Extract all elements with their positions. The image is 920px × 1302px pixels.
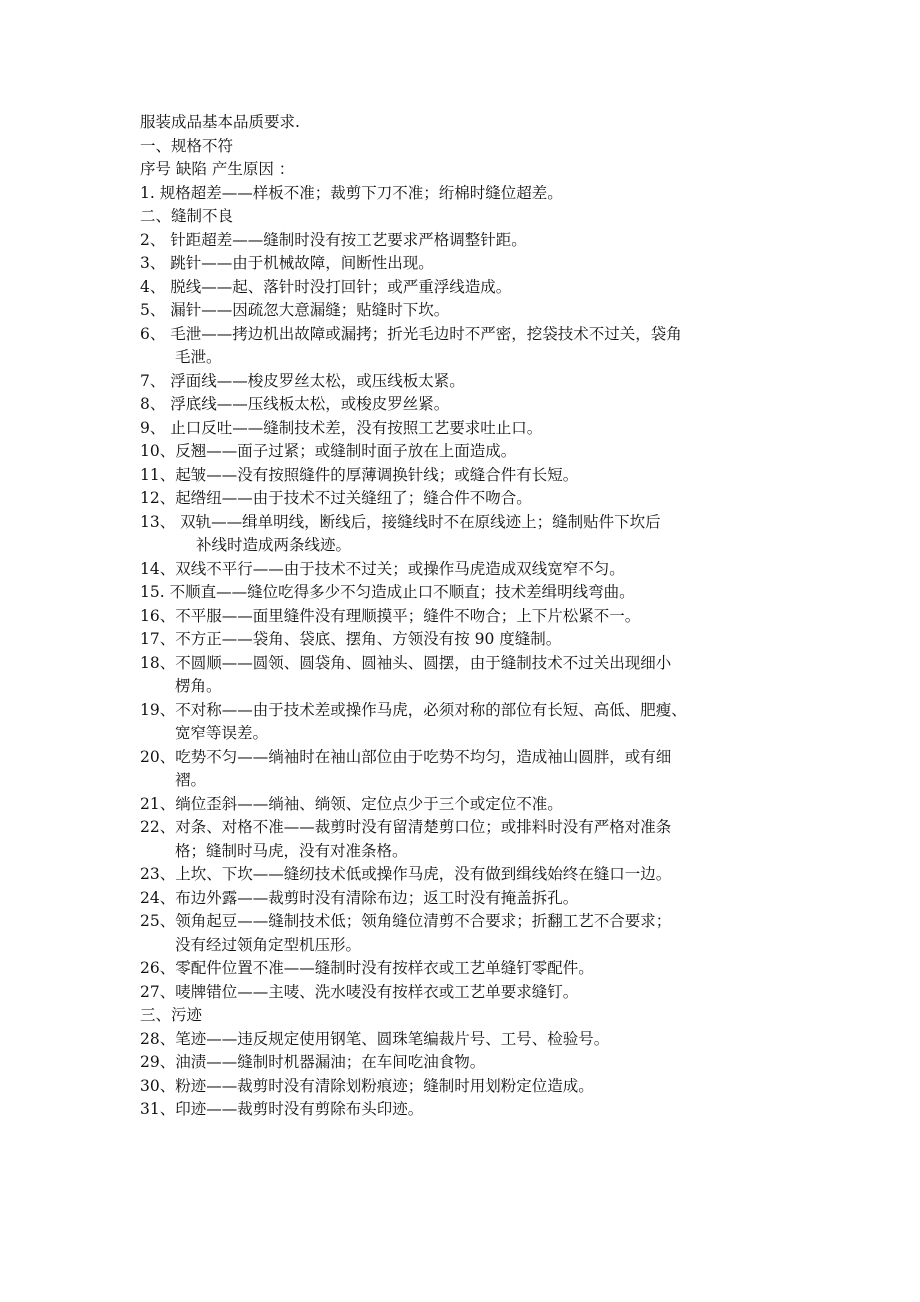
list-item: 16、不平服——面里缝件没有理顺摸平；缝件不吻合；上下片松紧不一。: [140, 606, 641, 625]
list-item: 15. 不顺直——缝位吃得多少不匀造成止口不顺直；技术差缉明线弯曲。: [140, 583, 635, 601]
list-item-continuation: 宽窄等误差。: [175, 724, 269, 742]
list-item: 18、不圆顺——圆领、圆袋角、圆袖头、圆摆，由于缝制技术不过关出现细小: [140, 653, 672, 672]
list-item: 2、 针距超差——缝制时没有按工艺要求严格调整针距。: [140, 230, 527, 249]
list-item: 26、零配件位置不准——缝制时没有按样衣或工艺单缝钉零配件。: [140, 959, 594, 977]
list-item: 14、双线不平行——由于技术不过关；或操作马虎造成双线宽窄不匀。: [140, 559, 625, 578]
list-item: 1. 规格超差——样板不准；裁剪下刀不准；绗棉时缝位超差。: [140, 183, 563, 202]
table-header: 序号 缺陷 产生原因 ：: [140, 160, 295, 178]
list-item: 28、笔迹——违反规定使用钢笔、圆珠笔编裁片号、工号、检验号。: [140, 1029, 610, 1048]
list-item: 17、不方正——袋角、袋底、摆角、方领没有按 90 度缝制。: [140, 630, 562, 648]
list-item: 24、布边外露——裁剪时没有清除布边；返工时没有掩盖拆孔。: [140, 888, 579, 907]
section-heading: 一、规格不符: [140, 136, 234, 155]
section-heading: 三、污迹: [140, 1006, 203, 1024]
list-item: 29、油渍——缝制时机器漏油；在车间吃油食物。: [140, 1053, 486, 1071]
list-item: 8、 浮底线——压线板太松，或梭皮罗丝紧。: [140, 395, 450, 413]
list-item: 6、 毛泄——拷边机出故障或漏拷；折光毛边时不严密，挖袋技术不过关，袋角: [140, 324, 682, 343]
list-item: 23、上坎、下坎——缝纫技术低或操作马虎，没有做到缉线始终在缝口一边。: [140, 865, 672, 883]
list-item: 9、 止口反吐——缝制技术差，没有按照工艺要求吐止口。: [140, 418, 543, 437]
list-item: 7、 浮面线——梭皮罗丝太松，或压线板太紧。: [140, 371, 465, 390]
document-body: [140, 111, 790, 1122]
list-item: 12、起绺纽——由于技术不过关缝纽了；缝合件不吻合。: [140, 489, 532, 507]
list-item-continuation: 毛泄。: [175, 348, 222, 366]
list-item: 13、 双轨——缉单明线，断线后，接缝线时不在原线迹上；缝制贴件下坎后: [140, 512, 661, 531]
list-item: 20、吃势不匀——绱袖时在袖山部位由于吃势不均匀，造成袖山圆胖，或有细: [140, 747, 672, 766]
list-item: 30、粉迹——裁剪时没有清除划粉痕迹；缝制时用划粉定位造成。: [140, 1076, 594, 1095]
list-item: 10、反翘——面子过紧；或缝制时面子放在上面造成。: [140, 442, 517, 460]
list-item: 25、领角起豆——缝制技术低；领角缝位清剪不合要求；折翻工艺不合要求；: [140, 912, 672, 930]
list-item-continuation: 楞角。: [175, 677, 222, 695]
list-item: 21、绱位歪斜——绱袖、绱领、定位点少于三个或定位不准。: [140, 794, 563, 813]
list-item: 22、对条、对格不准——裁剪时没有留清楚剪口位；或排料时没有严格对准条: [140, 818, 672, 836]
list-item: 3、 跳针——由于机械故障，间断性出现。: [140, 254, 434, 272]
list-item: 27、唛牌错位——主唛、洗水唛没有按样衣或工艺单要求缝钉。: [140, 982, 579, 1001]
list-item: 19、不对称——由于技术差或操作马虎，必须对称的部位有长短、高低、肥瘦、: [140, 700, 687, 719]
list-item: 5、 漏针——因疏忽大意漏缝；贴缝时下坎。: [140, 301, 450, 319]
section-heading: 二、缝制不良: [140, 207, 234, 225]
list-item: 31、印迹——裁剪时没有剪除布头印迹。: [140, 1100, 424, 1118]
list-item: 4、 脱线——起、落针时没打回针；或严重浮线造成。: [140, 277, 512, 296]
list-item-continuation: 补线时造成两条线迹。: [196, 536, 352, 554]
list-item-continuation: 没有经过领角定型机压形。: [175, 935, 362, 954]
list-item-continuation: 褶。: [175, 771, 207, 789]
document-title: 服装成品基本品质要求.: [140, 113, 300, 131]
list-item-continuation: 格；缝制时马虎，没有对准条格。: [175, 841, 408, 860]
list-item: 11、起皱——没有按照缝件的厚薄调换针线；或缝合件有长短。: [140, 465, 579, 484]
